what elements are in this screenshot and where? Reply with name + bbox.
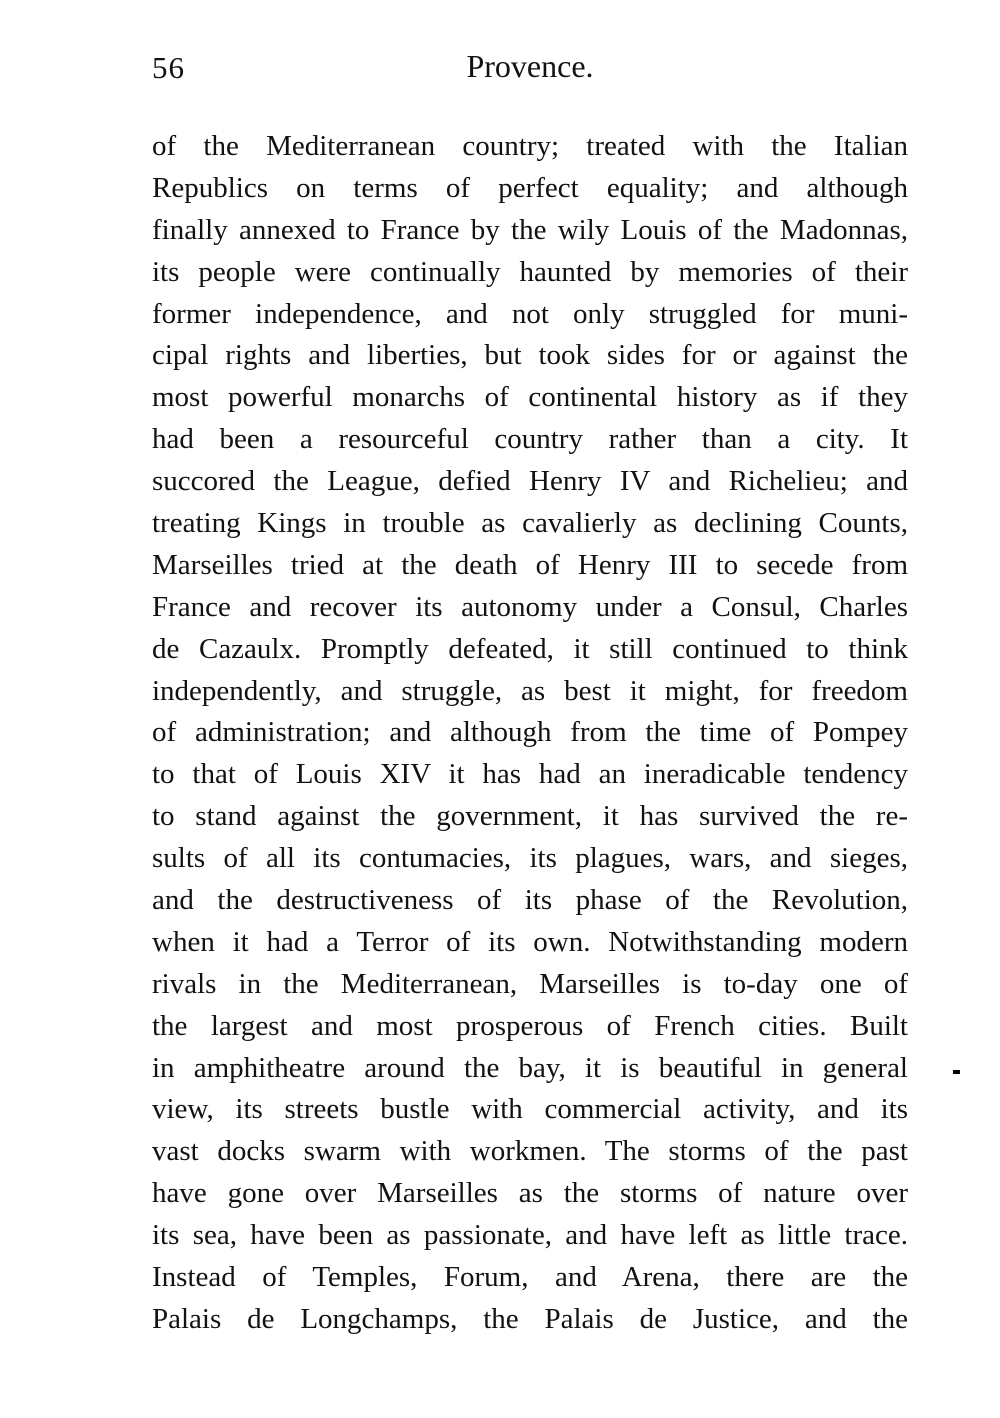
text-line: most powerful monarchs of continental history as if they: [152, 381, 908, 414]
text-line: Instead of Temples, Forum, and Arena, there are the: [152, 1261, 908, 1294]
text-line: cipal rights and liberties, but took sides for or against the: [152, 339, 908, 372]
text-line: de Cazaulx. Promptly defeated, it still continued to think: [152, 632, 908, 665]
text-line: view, its streets bustle with commercial activity, and its: [152, 1093, 908, 1126]
text-line: vast docks swarm with workmen. The storms of the past: [152, 1135, 908, 1168]
text-line: the largest and most prosperous of French cities. Built: [152, 1009, 908, 1042]
text-line: had been a resourceful country rather than a city. It: [152, 423, 908, 456]
running-title: Provence.: [466, 48, 594, 84]
paragraph-block: [152, 126, 908, 1341]
text-line: its people were continually haunted by memories of their: [152, 255, 908, 288]
page-number: 56: [152, 50, 185, 85]
text-line: France and recover its autonomy under a Consul, Charles: [152, 590, 908, 623]
text-line: rivals in the Mediterranean, Marseilles is to-day one of: [152, 967, 908, 1000]
text-line: former independence, and not only struggled for muni-: [152, 297, 908, 330]
text-line: of administration; and although from the time of Pompey: [152, 716, 908, 749]
text-line: Palais de Longchamps, the Palais de Justice, and the: [152, 1302, 908, 1335]
text-line: have gone over Marseilles as the storms of nature over: [152, 1177, 908, 1210]
text-line: its sea, have been as passionate, and have left as little trace.: [152, 1219, 908, 1252]
text-line: in amphitheatre around the bay, it is beautiful in general: [152, 1051, 908, 1084]
text-line: treating Kings in trouble as cavalierly as declining Counts,: [152, 507, 908, 540]
text-line: sults of all its contumacies, its plagues, wars, and sieges,: [152, 842, 908, 875]
text-line: and the destructiveness of its phase of the Revolution,: [152, 884, 908, 917]
text-line: finally annexed to France by the wily Louis of the Madonnas,: [152, 213, 908, 246]
text-line: Republics on terms of perfect equality; and although: [152, 171, 908, 204]
ink-speck: [953, 1070, 960, 1074]
text-line: independently, and struggle, as best it might, for freedom: [152, 674, 908, 707]
running-header: [152, 48, 908, 92]
text-line: succored the League, defied Henry IV and Richelieu; and: [152, 465, 908, 498]
text-line: to that of Louis XIV it has had an ineradicable tendency: [152, 758, 908, 791]
text-line: of the Mediterranean country; treated with the Italian: [152, 130, 908, 162]
text-line: when it had a Terror of its own. Notwithstanding modern: [152, 925, 908, 958]
text-line: to stand against the government, it has survived the re-: [152, 800, 908, 833]
text-line: Marseilles tried at the death of Henry III to secede from: [152, 548, 908, 581]
